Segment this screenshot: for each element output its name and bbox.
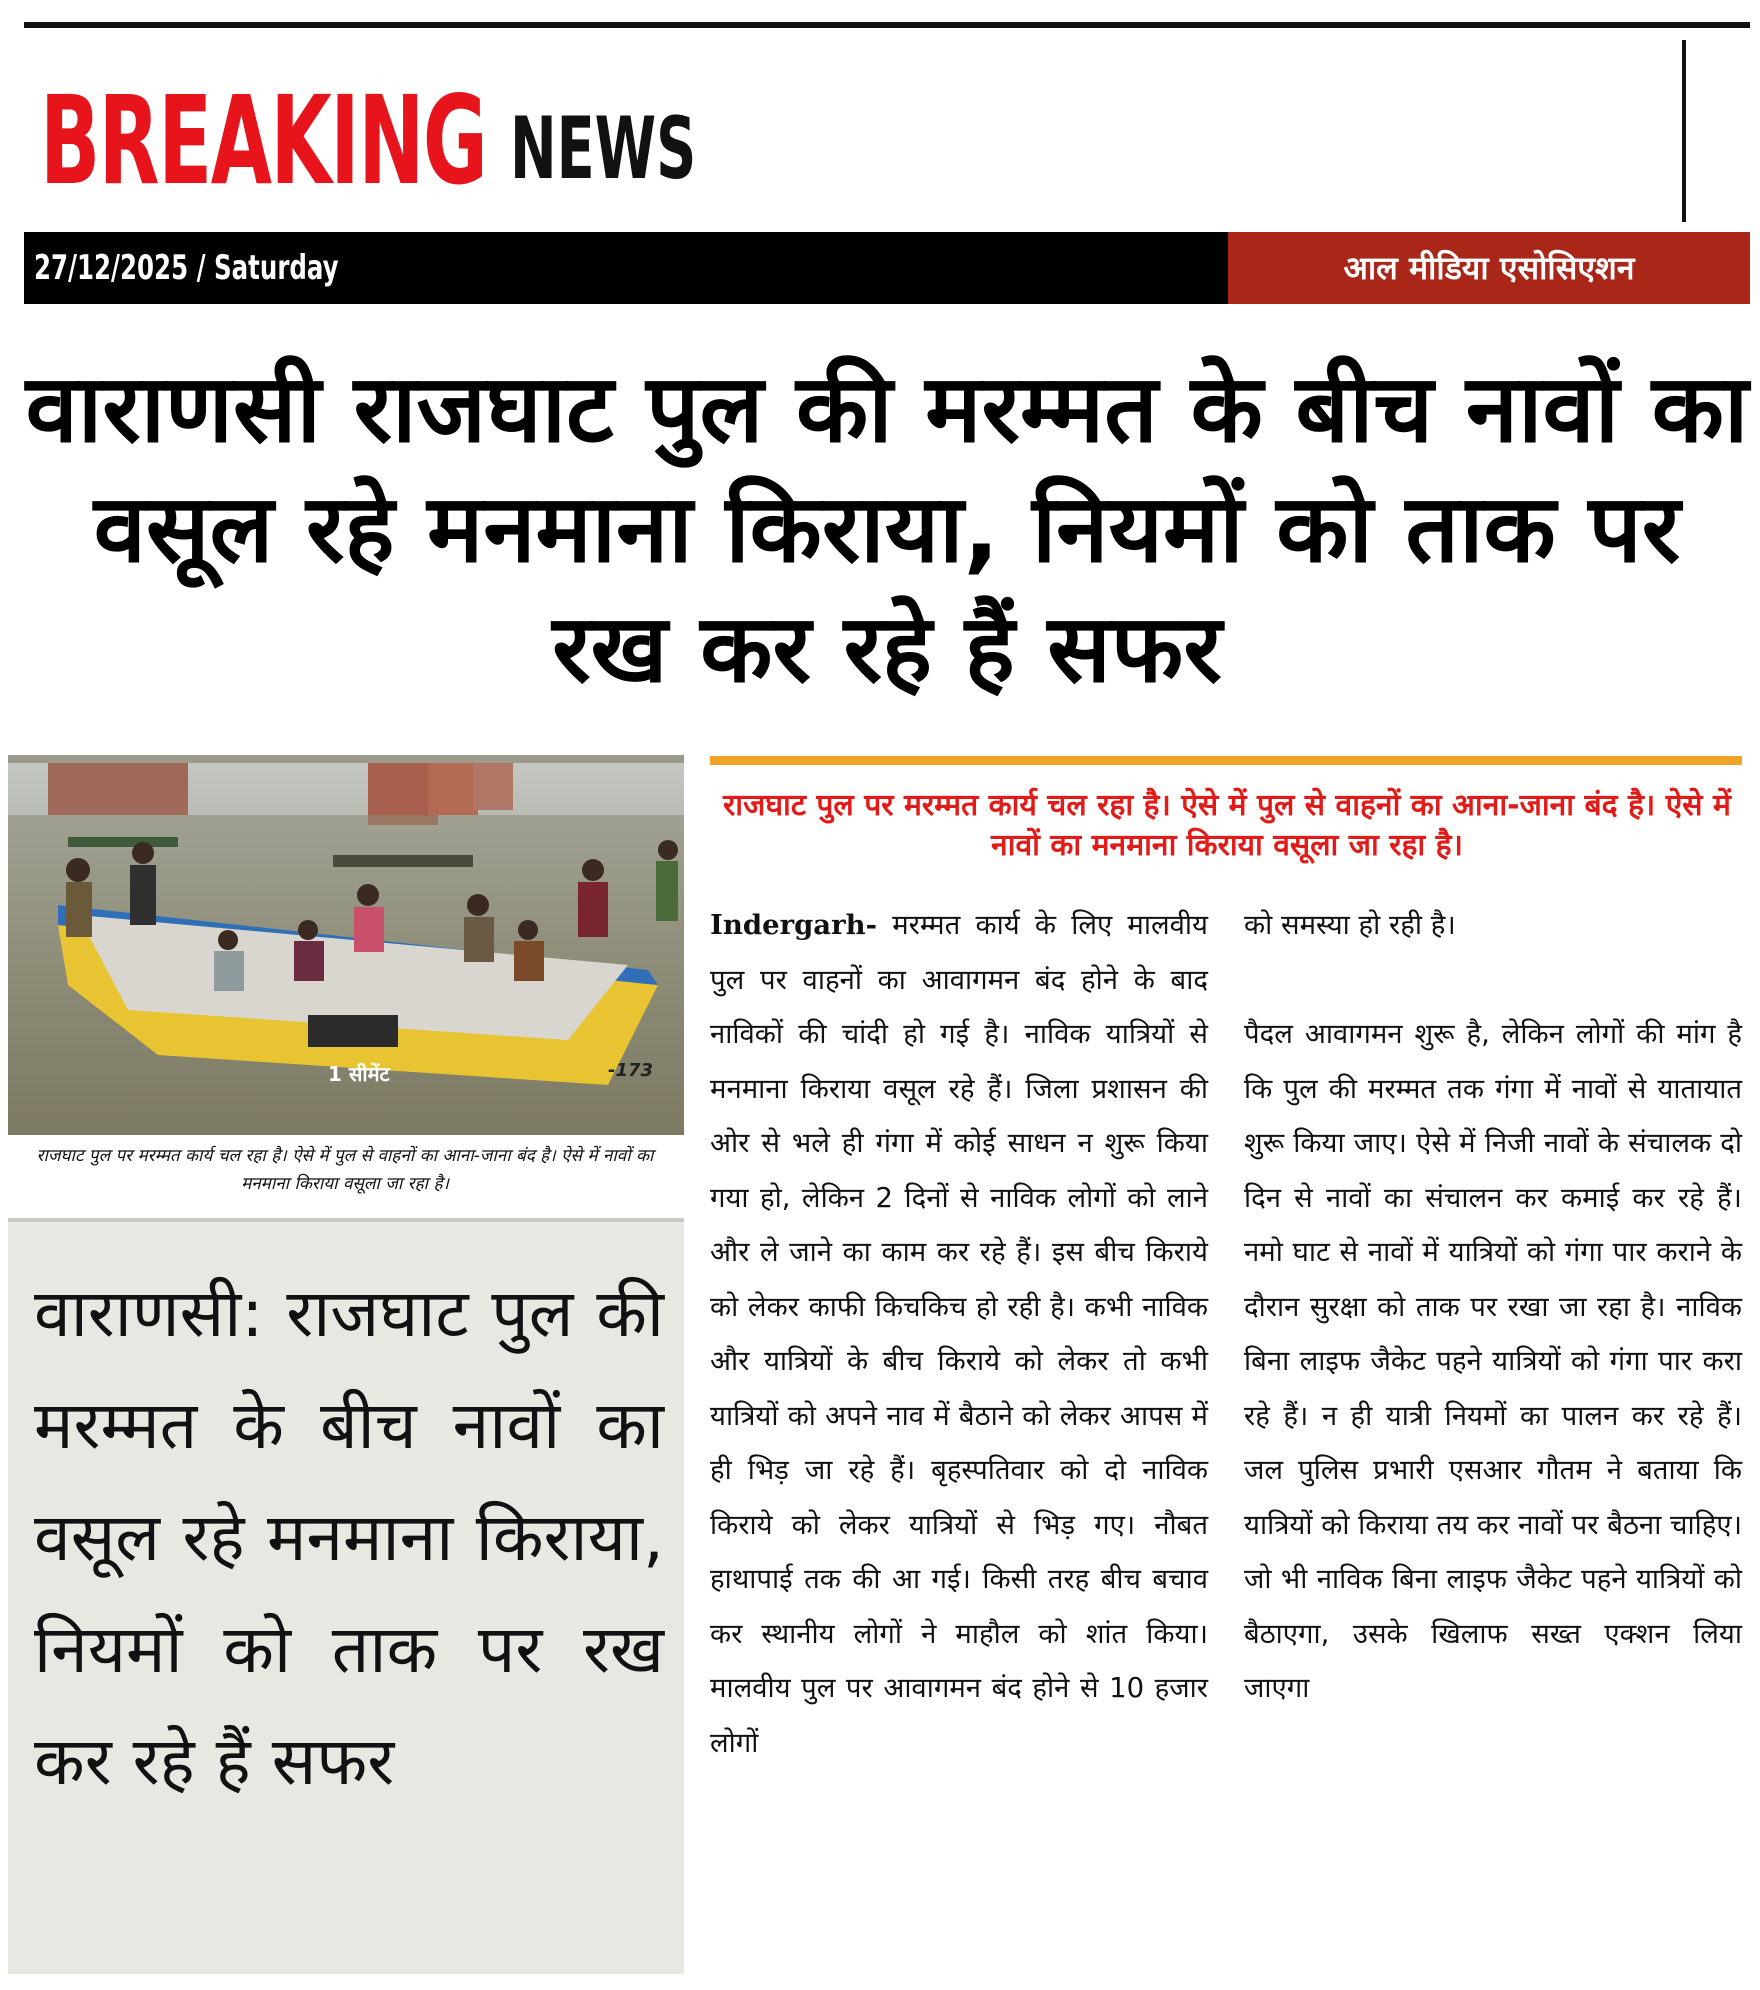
article-col2-paragraph-1: को समस्या हो रही है।: [1244, 909, 1456, 941]
top-rule: [24, 22, 1750, 28]
article-col2-spacer: [1244, 953, 1742, 1008]
orange-divider: [710, 756, 1742, 765]
article-column-2: [1244, 898, 1742, 1716]
article-col2-paragraph-2: पैदल आवागमन शुरू है, लेकिन लोगों की मांग है कि पुल की मरम्मत तक गंगा में नावों से यातायात शुरू किया जाए। ऐसे में निजी नावों के संचालक दो दिन से नावों का संचालन कर कमाई कर रहे हैं। नमो घाट से नावों में यात्रियों को गंगा पार कराने के दौरान सुरक्षा को ताक पर रखा जा रहा है। नाविक बिना लाइफ जैकेट पहने यात्रियों को गंगा पार करा रहे हैं। न ही यात्री नियमों का पालन कर रहे हैं। जल पुलिस प्रभारी एसआर गौतम ने बताया कि यात्रियों को किराया तय कर नावों पर बैठना चाहिए। जो भी नाविक बिना लाइफ जैकेट पहने यात्रियों को बैठाएगा, उसके खिलाफ सख्त एक्शन लिया जाएगा: [1244, 1018, 1742, 1704]
association-name: आल मीडिया एसोसिएशन: [1343, 249, 1635, 287]
masthead: [40, 70, 697, 212]
article-dateline: Indergarh-: [710, 909, 878, 941]
article-col1-text: मरम्मत कार्य के लिए मालवीय पुल पर वाहनों का आवागमन बंद होने के बाद नाविकों की चांदी हो गई है। नाविक यात्रियों से मनमाना किराया वसूल रहे हैं। जिला प्रशासन की ओर से भले ही गंगा में कोई साधन न शुरू किया गया हो, लेकिन 2 दिनों से नाविक लोगों को लाने और ले जाने का काम कर रहे हैं। इस बीच किराये को लेकर काफी किचकिच हो रही है। कभी नाविक और यात्रियों के बीच किराये को लेकर तो कभी यात्रियों को अपने नाव में बैठाने को लेकर आपस में ही भिड़ जा रहे हैं। बृहस्पतिवार को दो नाविक किराये को लेकर यात्रियों से भिड़ गए। नौबत हाथापाई तक की आ गई। किसी तरह बीच बचाव कर स्थानीय लोगों ने माहौल को शांत किया। मालवीय पुल पर आवागमन बंद होने से 10 हजार लोगों: [710, 909, 1208, 1759]
masthead-breaking: BREAKING: [40, 70, 487, 212]
article-column-1: [710, 898, 1208, 1770]
main-headline: वाराणसी राजघाट पुल की मरम्मत के बीच नावों का वसूल रहे मनमाना किराया, नियमों को ताक पर रख कर रहे हैं सफर: [25, 355, 1749, 704]
association-bar: [1228, 232, 1750, 304]
photo-caption: राजघाट पुल पर मरम्मत कार्य चल रहा है। ऐसे में पुल से वाहनों का आना-जाना बंद है। ऐसे में नावों का मनमाना किराया वसूला जा रहा है।: [36, 1146, 654, 1194]
deck-summary: राजघाट पुल पर मरम्मत कार्य चल रहा है। ऐसे में पुल से वाहनों का आना-जाना बंद है। ऐसे में नावों का मनमाना किराया वसूला जा रहा है।: [723, 788, 1731, 863]
sidebar-headline: वाराणसी: राजघाट पुल की मरम्मत के बीच नावों का वसूल रहे मनमाना किराया, नियमों को ताक पर रख कर रहे हैं सफर: [34, 1275, 664, 1800]
boat-text-left: 1 सीमेंट: [328, 1062, 390, 1086]
news-photo: [8, 755, 684, 1135]
masthead-news: NEWS: [510, 99, 697, 199]
masthead-divider: [1682, 40, 1686, 222]
publication-date: 27/12/2025 / Saturday: [34, 248, 339, 288]
boat-text-right: -173: [608, 1060, 654, 1081]
sidebar-box: [8, 1218, 684, 1974]
date-bar: [24, 232, 1228, 304]
